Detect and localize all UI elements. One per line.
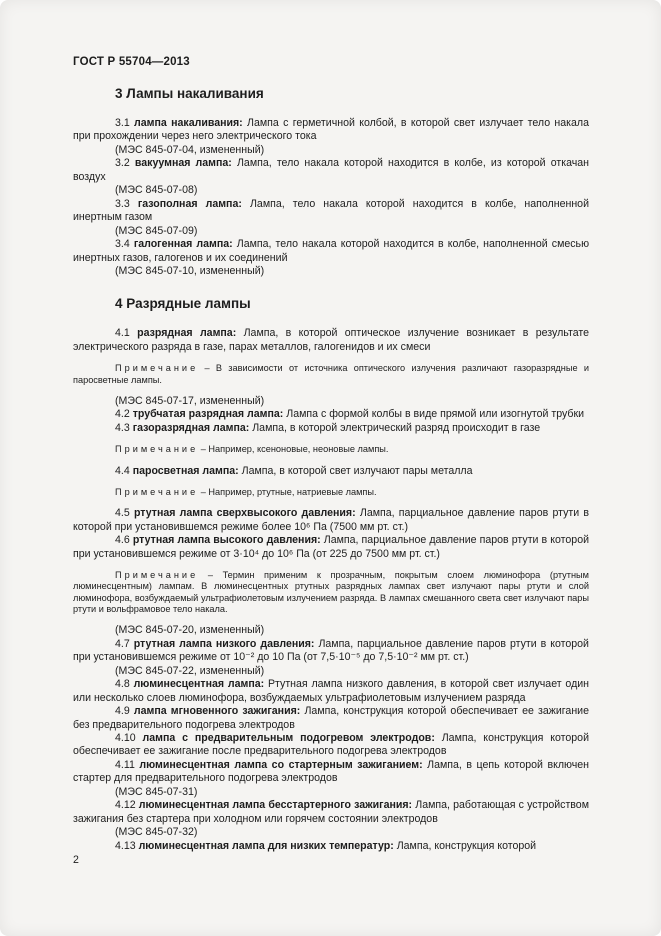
definition-paragraph	[73, 238, 589, 265]
definition-text: Лампа, парциальное давление паров ртути в которой при установившемся режиме от 3·10⁴ до 10⁶ Па (от 225 до 7500 мм рт. ст.)	[73, 534, 589, 560]
note-label: Примечание	[115, 570, 199, 581]
note-paragraph	[73, 363, 589, 386]
document-content	[73, 86, 589, 853]
term-label: лампа мгновенного зажигания:	[133, 705, 301, 718]
iec-reference: (МЭС 845-07-08)	[115, 184, 198, 197]
definition-paragraph	[73, 840, 589, 853]
iec-reference: (МЭС 845-07-09)	[115, 224, 198, 237]
note-paragraph	[73, 444, 589, 455]
term-label: ртутная лампа высокого давления:	[132, 534, 321, 547]
clause-number: 4.4	[115, 464, 130, 477]
iec-reference: (МЭС 845-07-20, измененный)	[115, 624, 265, 637]
term-label: паросветная лампа:	[132, 464, 239, 477]
note-paragraph	[73, 487, 589, 498]
clause-number: 4.10	[115, 731, 136, 744]
clause-number: 3.2	[115, 157, 130, 170]
page-number: 2	[73, 854, 79, 867]
clause-number: 4.1	[115, 327, 130, 340]
definition-text: Лампа, парциальное давление паров ртути в которой при установившемся режиме более 10⁶ Па (7500 мм рт. ст.)	[73, 507, 589, 533]
definition-paragraph	[73, 507, 589, 534]
clause-number: 4.7	[115, 637, 130, 650]
note-label: Примечание	[115, 444, 199, 455]
term-label: ртутная лампа сверхвысокого давления:	[133, 507, 356, 520]
definition-paragraph	[73, 534, 589, 561]
definition-text: Лампа, в цепь которой включен стартер для предварительного подогрева электродов	[73, 758, 589, 785]
iec-reference: (МЭС 845-07-31)	[115, 785, 198, 798]
clause-number: 4.6	[115, 534, 130, 547]
definition-text: Лампа, в которой оптическое излучение возникает в результате электрического разряда в газе, парах металлов, галогенидов и их смеси	[73, 327, 589, 353]
document-header: ГОСТ Р 55704—2013	[73, 56, 190, 68]
note-label: Примечание	[115, 487, 199, 498]
section-title: 3 Лампы накаливания	[115, 86, 264, 101]
term-label: газополная лампа:	[137, 197, 242, 210]
definition-paragraph	[73, 117, 589, 144]
note-text: – Термин применим к прозрачным, покрытым слоем люминофора (ртутным люминесцентным) лампам. В люминесцентных ртутных разрядных лампах свет излучают пары ртути и слой люминофора, возбуждаемый ультрафиолетовым излучением разряда. В лампах смешанного света свет излучают пары ртути и вольфрамовое тело накала.	[73, 570, 589, 615]
definition-paragraph	[73, 705, 589, 732]
definition-text: Лампа, в которой свет излучают пары металла	[241, 464, 473, 477]
section	[73, 296, 589, 853]
definition-paragraph	[73, 408, 589, 421]
term-label: галогенная лампа:	[133, 238, 233, 251]
definition-text: Лампа, тело накала которой находится в колбе, наполненной инертным газом	[73, 197, 589, 224]
clause-number: 4.11	[115, 758, 135, 771]
clause-number: 3.3	[115, 197, 130, 210]
clause-number: 3.4	[115, 238, 130, 251]
note-text: – Например, ксеноновые, неоновые лампы.	[200, 444, 389, 455]
clause-number: 4.2	[115, 408, 130, 421]
definition-paragraph	[73, 638, 589, 665]
term-label: вакуумная лампа:	[134, 157, 232, 170]
definition-text: Лампа, работающая с устройством зажигания без стартера при холодном или горячем состоянии электродов	[73, 799, 589, 825]
definition-paragraph	[73, 759, 589, 786]
definition-paragraph	[73, 157, 589, 184]
definition-text: Лампа, в которой электрический разряд происходит в газе	[252, 421, 541, 434]
definition-text: Лампа, конструкция которой обеспечивает ее зажигание без предварительного подогрева электродов	[73, 705, 589, 731]
definition-paragraph	[73, 198, 589, 225]
clause-number: 4.12	[115, 799, 136, 812]
definition-text: Ртутная лампа низкого давления, в которой свет излучает один или несколько слоев люминофора, возбуждаемых ультрафиолетовым излучением разряда	[73, 678, 590, 704]
clause-number: 4.3	[115, 421, 130, 434]
definition-text: Лампа с герметичной колбой, в которой свет излучает тело накала при прохождении через него электрического тока	[73, 117, 589, 143]
iec-reference: (МЭС 845-07-04, измененный)	[115, 143, 265, 156]
definition-paragraph	[73, 799, 589, 826]
definition-text: Лампа, тело накала которой находится в колбе, наполненной смесью инертных газов, галогенов и их соединений	[73, 238, 590, 264]
term-label: ртутная лампа низкого давления:	[133, 637, 315, 650]
definition-text: Лампа с формой колбы в виде прямой или изогнутой трубки	[286, 408, 585, 421]
iec-reference: (МЭС 845-07-22, измененный)	[115, 664, 265, 677]
term-label: люминесцентная лампа со стартерным зажиганием:	[139, 758, 423, 771]
term-label: люминесцентная лампа:	[133, 678, 265, 691]
term-label: люминесцентная лампа бесстартерного зажигания:	[138, 799, 413, 812]
definition-paragraph	[73, 422, 589, 435]
term-label: газоразрядная лампа:	[132, 421, 250, 434]
note-text: – Например, ртутные, натриевые лампы.	[200, 487, 377, 498]
term-label: люминесцентная лампа для низких температур:	[138, 839, 394, 852]
note-text: – В зависимости от источника оптического излучения различают газоразрядные и паросветные лампы.	[73, 363, 589, 385]
term-label: лампа с предварительным подогревом электродов:	[142, 731, 435, 744]
clause-number: 3.1	[115, 117, 130, 129]
definition-text: Лампа, тело накала которой находится в колбе, из которой откачан воздух	[73, 157, 589, 183]
clause-number: 4.9	[115, 705, 130, 718]
section	[73, 86, 589, 278]
iec-reference: (МЭС 845-07-32)	[115, 826, 198, 839]
section-title: 4 Разрядные лампы	[115, 296, 251, 312]
definition-paragraph	[73, 327, 589, 354]
definition-text: Лампа, конструкция которой	[396, 839, 537, 852]
term-label: лампа накаливания:	[134, 117, 243, 129]
clause-number: 4.13	[115, 839, 136, 852]
definition-paragraph	[73, 465, 589, 478]
iec-reference: (МЭС 845-07-17, измененный)	[115, 394, 265, 407]
definition-text: Лампа, парциальное давление паров ртути в которой при установившемся режиме от 10⁻² до 10 Па (от 7,5·10⁻⁵ до 7,5·10⁻² мм рт. ст.)	[73, 637, 589, 664]
iec-reference: (МЭС 845-07-10, измененный)	[115, 264, 265, 277]
clause-number: 4.8	[115, 678, 130, 691]
term-label: трубчатая разрядная лампа:	[132, 408, 284, 421]
note-label: Примечание	[115, 363, 199, 374]
definition-text: Лампа, конструкция которой обеспечивает ее зажигание после предварительного подогрева электродов	[73, 731, 589, 758]
term-label: разрядная лампа:	[137, 327, 237, 340]
definition-paragraph	[73, 732, 589, 759]
definition-paragraph	[73, 678, 589, 705]
clause-number: 4.5	[115, 507, 130, 520]
note-paragraph	[73, 570, 589, 615]
